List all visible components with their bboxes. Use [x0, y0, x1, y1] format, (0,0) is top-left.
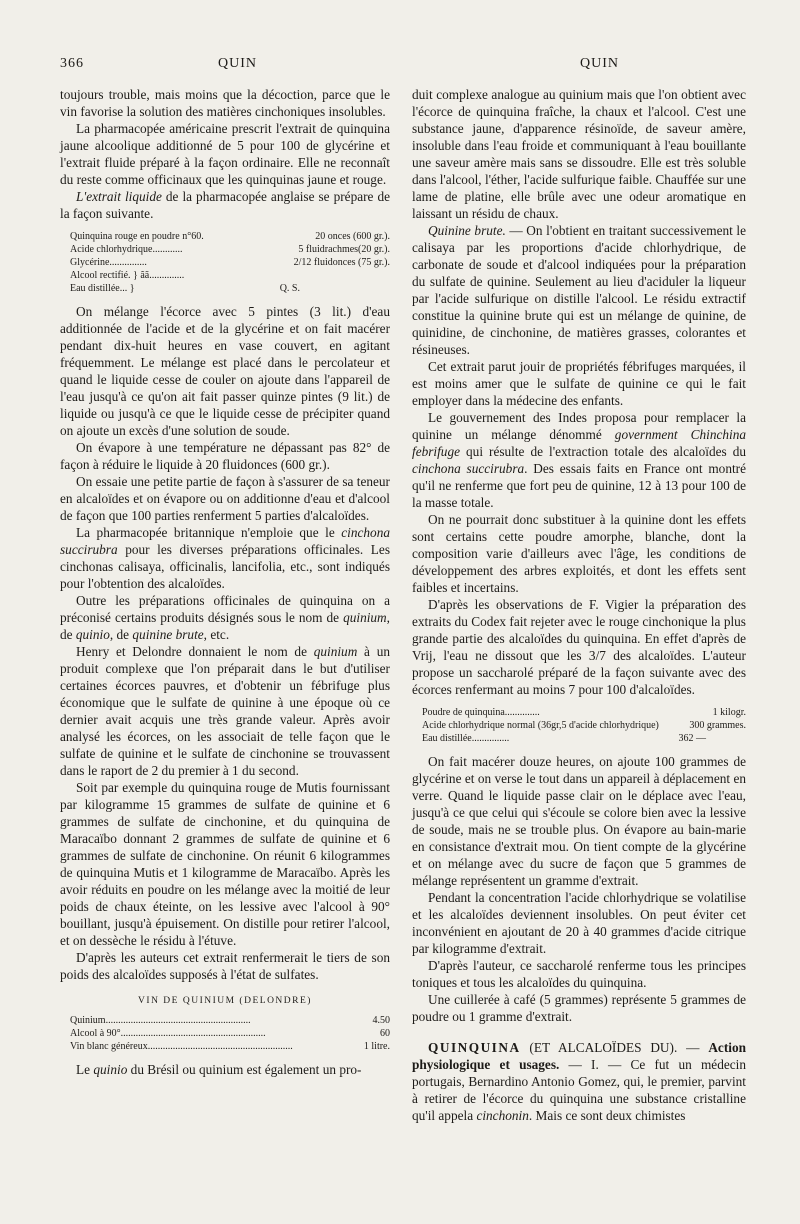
running-title-right: QUIN — [580, 56, 619, 71]
formula-row: Vin blanc généreux .......................................................... 1 litre. — [70, 1041, 390, 1052]
paragraph: QUINQUINA (ET ALCALOÏDES DU). — Action physiologique et usages. — I. — Ce fut un médecin portugais, Bernardino Antonio Gomez, qui, le premier, parvint à retirer de l'écorce du quinquina une substance cristalline qu'il appela cinchonin. Mais ce sont deux chimistes — [412, 1040, 746, 1123]
page-number: 366 — [60, 56, 84, 71]
paragraph: D'après l'auteur, ce saccharolé renferme tous les principes toniques et tous les alcaloïdes du quinquina. — [412, 958, 746, 990]
paragraph: Quinine brute. — On l'obtient en traitant successivement le calisaya par les proportions d'acide chlorhydrique, de carbonate de soude et d'alcool indiquées pour la préparation du sulfate de quinine. Seulement au lieu d'aciduler la liqueur par l'acide sulfurique on distille l'alcool. Le résidu extractif constitue la quinine brute qui est un mélange de quinine, de quinidine, de cinchonine, de matières grasses, colorantes et résineuses. — [412, 223, 746, 357]
paragraph: Cet extrait parut jouir de propriétés fébrifuges marquées, il est moins amer que le sulfate de quinine ce qui le fait employer dans la médecine des enfants. — [412, 359, 746, 408]
paragraph: Le gouvernement des Indes proposa pour remplacer la quinine un mélange dénommé government Chinchina febrifuge qui résulte de l'extraction totale des alcaloïdes du cinchona succirubra. Des essais faits en France ont montré qu'il ne renferme que fort peu de quinine, 12 à 13 pour 100 de la masse totale. — [412, 410, 747, 510]
paragraph: Pendant la concentration l'acide chlorhydrique se volatilise et les alcaloïdes deviennent insolubles. On peut éviter cet inconvénient en ajoutant de 20 à 40 grammes d'acide citrique par kilogramme d'extrait. — [412, 890, 746, 956]
paragraph: La pharmacopée américaine prescrit l'extrait de quinquina jaune alcoolique additionné de 5 pour 100 de glycérine et l'extrait fluide préparé à la façon ordinaire. Elle ne reconnaît du reste comme officinaux que les quinquinas jaune et rouge. — [60, 121, 390, 187]
formula-table — [70, 230, 390, 295]
paragraph: Henry et Delondre donnaient le nom de quinium à un produit complexe que l'on préparait dans le but d'utiliser certaines écorces pauvres, et d'obtenir un fébrifuge plus économique que le sulfate de quinine à une époque où ce dernier avait acquis une très grande valeur. Après avoir analysé les écorces, on les associait de telle façon que le sulfate de quinine et le sulfate de cinchonine se trouvassent dans le raport de 2 du premier à 1 du second. — [60, 644, 390, 778]
formula-row: Quinium .......................................................... 4.50 — [70, 1015, 390, 1026]
right-column — [412, 86, 746, 1124]
paragraph: duit complexe analogue au quinium mais que l'on obtient avec l'écorce de quinquina fraîche, la chaux et l'alcool. C'est une substance jaune, d'apparence résinoïde, de saveur amère, insoluble dans l'eau froide et communiquant à l'eau bouillante une saveur amère mais sans se dissoudre. Elle est très soluble dans l'alcool, l'éther, l'acide sulfurique faible. Chauffée sur une lame de platine, elle brûle avec une odeur aromatique en laissant un résidu de chaux. — [412, 87, 746, 221]
formula-row: Eau distillée... } Q. S. — [70, 283, 300, 294]
formula-row: Eau distillée............... 362 — — [422, 733, 706, 744]
entry-heading: QUINQUINA — [428, 1040, 521, 1055]
formula-row: Poudre de quinquina.............. 1 kilogr. — [422, 707, 746, 718]
paragraph: On évapore à une température ne dépassant pas 82° de façon à réduire le liquide à 20 fluidonces (600 gr.). — [60, 440, 390, 472]
paragraph: Une cuillerée à café (5 grammes) représente 5 grammes de poudre ou 1 gramme d'extrait. — [412, 992, 746, 1024]
formula-row: Quinquina rouge en poudre n°60. 20 onces (600 gr.). — [70, 231, 390, 242]
paragraph: On ne pourrait donc substituer à la quinine dont les effets sont certains cette poudre amorphe, blanche, dont la composition varie d'ailleurs avec l'âge, les conditions de développement des arbres exploités, et dont les effets sent faibles et incertains. — [412, 512, 746, 595]
paragraph: L'extrait liquide de la pharmacopée anglaise se prépare de la façon suivante. — [60, 189, 391, 221]
formula-row: Glycérine............... 2/12 fluidonces (75 gr.). — [70, 257, 390, 268]
running-header — [0, 56, 800, 76]
paragraph: On fait macérer douze heures, on ajoute 100 grammes de glycérine et on verse le tout dans un appareil à déplacement en verre. Quand le liquide passe clair on le déplace avec l'eau, jusqu'à ce que celui qui s'écoule se colore bien avec la lessive de soude, mais ne se trouble plus. On évapore au bain-marie en consistance d'extrait mou. On tient compte de la glycérine et on mélange avec du sucre de façon que 5 grammes de mélange représentent un gramme d'extrait. — [412, 754, 746, 888]
paragraph: La pharmacopée britannique n'emploie que le cinchona succirubra pour les diverses préparations officinales. Les cinchonas calisaya, officinalis, lancifolia, etc., sont indiqués pour l'obtention des alcaloïdes. — [60, 525, 390, 591]
formula-row: Acide chlorhydrique normal (36gr,5 d'acide chlorhydrique) 300 grammes. — [422, 720, 746, 731]
paragraph: D'après les observations de F. Vigier la préparation des extraits du Codex fait rejeter avec le rouge cinchonique la plus grande partie des alcaloïdes du quinquina. En effet d'après de Vrij, l'eau ne dissout que les 3/7 des alcaloïdes. L'auteur propose un saccharolé préparé de la façon suivante avec des écorces renfermant au moins 7 pour 100 d'alcaloïdes. — [412, 597, 746, 697]
paragraph: Outre les préparations officinales de quinquina on a préconisé certains produits désignés sous le nom de quinium, de quinio, de quinine brute, etc. — [60, 593, 390, 642]
paragraph: On mélange l'écorce avec 5 pintes (3 lit.) d'eau additionnée de l'acide et de la glycérine et on fait macérer pendant dix-huit heures en vase couvert, en agitant fréquemment. Le mélange est placé dans le percolateur et quand le liquide cesse de couler on ajoute dans l'appareil de l'eau jusqu'à ce qu'on ait fait passer quinze pintes (9 lit.) de liquide ou jusqu'à ce que le liquide cesse de précipiter quand on ajoute un excès d'une solution de soude. — [60, 304, 390, 438]
formula-row: Acide chlorhydrique............ 5 fluidrachmes(20 gr.). — [70, 244, 390, 255]
running-title-left: QUIN — [218, 56, 257, 71]
paragraph: Le quinio du Brésil ou quinium est également un pro- — [76, 1062, 362, 1077]
formula-title: VIN DE QUINIUM (DELONDRE) — [138, 996, 312, 1006]
paragraph: Soit par exemple du quinquina rouge de Mutis fournissant par kilogramme 15 grammes de sulfate de quinine et 6 grammes de sulfate de cinchonine, et du quinquina de Maracaïbo donnant 2 grammes de sulfate de quinine et 6 grammes de sulfate de cinchonine. On réunit 6 kilogrammes de quinquina Mutis et 1 kilogramme de Maracaïbo. Après les avoir réduits en poudre on les mélange avec la moitié de leur poids de chaux éteinte, on les lessive avec l'alcool à 90° bouillant, jusqu'à épuisement. On distille pour retirer l'alcool, et on dessèche le résidu à l'étuve. — [60, 780, 390, 948]
left-column — [60, 86, 390, 1078]
paragraph: On essaie une petite partie de façon à s'assurer de sa teneur en alcaloïdes et on évapore ou on additionne d'eau et d'alcool de façon que 100 parties renferment 5 parties d'alcaloïdes. — [60, 474, 390, 523]
formula-table — [422, 706, 746, 745]
paragraph: D'après les auteurs cet extrait renfermerait le tiers de son poids des alcaloïdes supposés à l'état de sulfates. — [60, 950, 390, 982]
formula-row: Alcool rectifié. } ãã.............. — [70, 270, 185, 281]
paragraph: toujours trouble, mais moins que la décoction, parce que le vin favorise la solution des matières cinchoniques insolubles. — [60, 87, 390, 119]
formula-table — [70, 1014, 390, 1053]
formula-row: Alcool à 90° .......................................................... 60 — [70, 1028, 390, 1039]
